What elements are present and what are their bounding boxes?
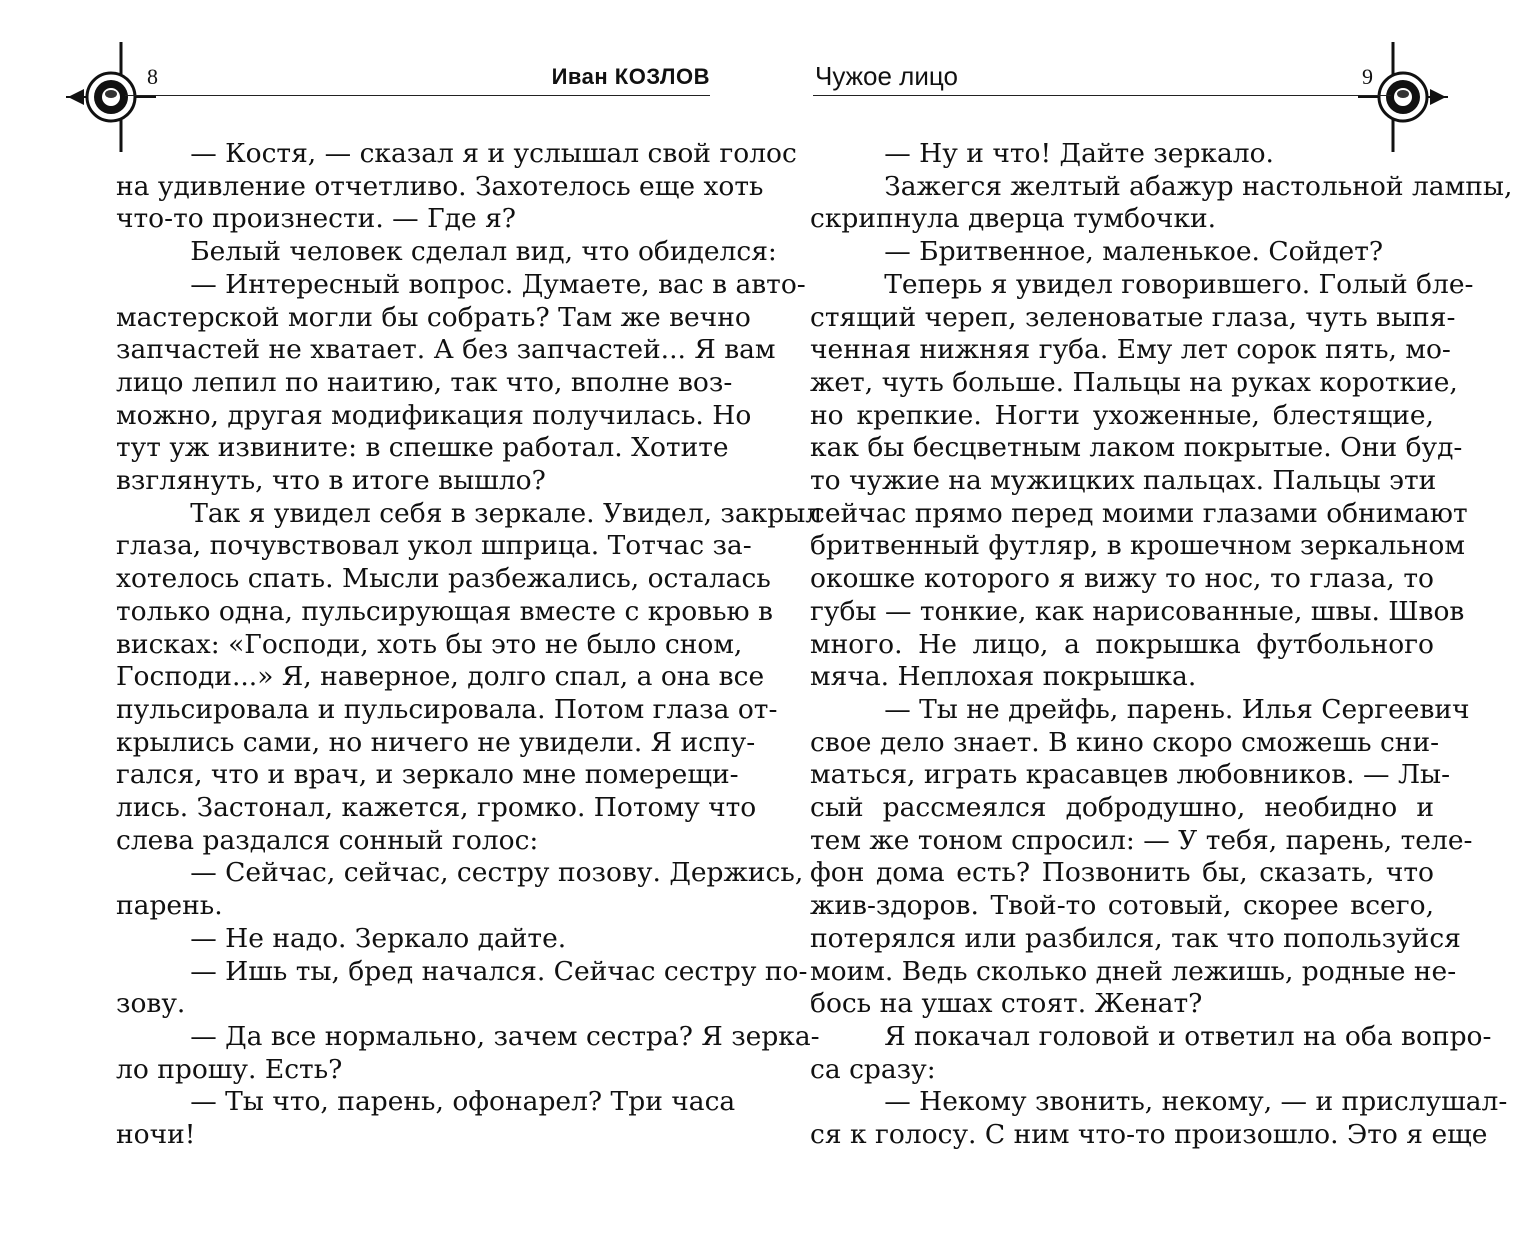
text-line: Белый человек сделал вид, что обиделся: [190, 236, 777, 268]
running-head-title: Чужое лицо [815, 61, 958, 91]
text-line: крылись сами, но ничего не увидели. Я испу- [116, 726, 756, 758]
text-line: Теперь я увидел говорившего. Голый бле- [884, 268, 1474, 300]
right-page [758, 0, 1516, 1254]
header-rule [125, 95, 710, 96]
text-line: — Ты не дрейфь, парень. Илья Сергеевич [884, 693, 1470, 725]
text-line: свое дело знает. В кино скоро сможешь сни- [810, 726, 1440, 758]
text-line: гался, что и врач, и зеркало мне померещи- [116, 759, 739, 791]
text-line: стящий череп, зеленоватые глаза, чуть выпя- [810, 301, 1456, 333]
text-line: скрипнула дверца тумбочки. [810, 203, 1217, 235]
text-line: только одна, пульсирующая вместе с кровью в [116, 595, 773, 627]
text-line: окошке которого я вижу то нос, то глаза, то [810, 563, 1434, 595]
text-line: — Ты что, парень, офонарел? Три часа [190, 1086, 736, 1118]
text-line: взглянуть, что в итоге вышло? [116, 465, 546, 497]
text-line: слева раздался сонный голос: [116, 824, 539, 856]
text-line: маться, играть красавцев любовников. — Лы- [810, 759, 1451, 791]
text-line: лись. Застонал, кажется, громко. Потому что [116, 792, 757, 824]
text-line: хотелось спать. Мысли разбежались, осталась [116, 563, 771, 595]
text-line: мяча. Неплохая покрышка. [810, 661, 1197, 693]
text-line: ночи! [116, 1119, 196, 1151]
text-line: — Сейчас, сейчас, сестру позову. Держись, [190, 857, 804, 889]
text-line: бритвенный футляр, в крошечном зеркальном [810, 530, 1465, 562]
text-line: лицо лепил по наитию, так что, вполне воз- [116, 366, 733, 398]
text-line: мастерской могли бы собрать? Там же вечно [116, 301, 751, 333]
text-line: как бы бесцветным лаком покрытые. Они буд- [810, 432, 1463, 464]
right-running-header [813, 56, 1391, 96]
text-line: тем же тоном спросил: — У тебя, парень, теле- [810, 824, 1473, 856]
text-line: — Ишь ты, бред начался. Сейчас сестру по- [190, 955, 808, 987]
text-line: са сразу: [810, 1053, 936, 1085]
page-number-left: 8 [147, 64, 158, 89]
text-line: бось на ушах стоят. Женат? [810, 988, 1203, 1020]
text-line: Я покачал головой и ответил на оба вопро- [884, 1020, 1492, 1052]
text-line: потерялся или разбился, так что попользуйся [810, 922, 1461, 954]
page-number-right: 9 [1362, 64, 1373, 89]
text-line: моим. Ведь сколько дней лежишь, родные не- [810, 955, 1457, 987]
text-line: фон дома есть? Позвонить бы, сказать, что [810, 857, 1434, 889]
text-line: — Некому звонить, некому, — и прислушал- [884, 1086, 1508, 1118]
text-line: жет, чуть больше. Пальцы на руках короткие, [810, 366, 1458, 398]
text-line: — Ну и что! Дайте зеркало. [884, 138, 1274, 169]
text-line: — Костя, — сказал я и услышал свой голос [190, 138, 797, 169]
text-line: Зажегся желтый абажур настольной лампы, [884, 170, 1513, 202]
text-line: пульсировала и пульсировала. Потом глаза от- [116, 693, 778, 725]
text-line: — Да все нормально, зачем сестра? Я зерка- [190, 1020, 820, 1052]
text-line: ся к голосу. С ним что-то произошло. Это я еще [810, 1119, 1488, 1151]
text-line: глаза, почувствовал укол шприца. Тотчас за- [116, 530, 752, 562]
text-line: губы — тонкие, как нарисованные, швы. Швов [810, 595, 1465, 627]
text-line: зову. [116, 988, 186, 1020]
text-line: на удивление отчетливо. Захотелось еще хоть [116, 170, 764, 202]
text-line: Так я увидел себя в зеркале. Увидел, закрыл [190, 497, 823, 529]
text-line: — Не надо. Зеркало дайте. [190, 922, 567, 954]
running-head-author: Иван КОЗЛОВ [551, 64, 710, 89]
left-running-header [125, 56, 710, 96]
text-line: — Бритвенное, маленькое. Сойдет? [884, 236, 1384, 268]
text-line: Господи...» Я, наверное, долго спал, а она все [116, 661, 765, 693]
text-line: то чужие на мужицких пальцах. Пальцы эти [810, 465, 1437, 497]
right-body-text [810, 138, 1513, 1152]
text-line: — Интересный вопрос. Думаете, вас в авто- [190, 268, 806, 300]
text-line: сый рассмеялся добродушно, необидно и [810, 792, 1434, 824]
text-line: ло прошу. Есть? [116, 1053, 343, 1085]
text-line: висках: «Господи, хоть бы это не было сном, [116, 628, 743, 660]
text-line: сейчас прямо перед моими глазами обнимают [810, 497, 1468, 529]
text-line: можно, другая модификация получилась. Но [116, 399, 752, 431]
text-line: ченная нижняя губа. Ему лет сорок пять, мо- [810, 334, 1451, 366]
header-rule [813, 95, 1391, 96]
text-line: парень. [116, 890, 223, 922]
text-line: запчастей не хватает. А без запчастей... Я вам [116, 334, 776, 366]
text-line: жив-здоров. Твой-то сотовый, скорее всего, [810, 890, 1434, 922]
text-line: но крепкие. Ногти ухоженные, блестящие, [810, 399, 1434, 431]
text-line: тут уж извините: в спешке работал. Хотите [116, 432, 729, 464]
text-line: что-то произнести. — Где я? [116, 203, 516, 235]
left-body-text [116, 138, 823, 1152]
text-line: много. Не лицо, а покрышка футбольного [810, 628, 1434, 660]
